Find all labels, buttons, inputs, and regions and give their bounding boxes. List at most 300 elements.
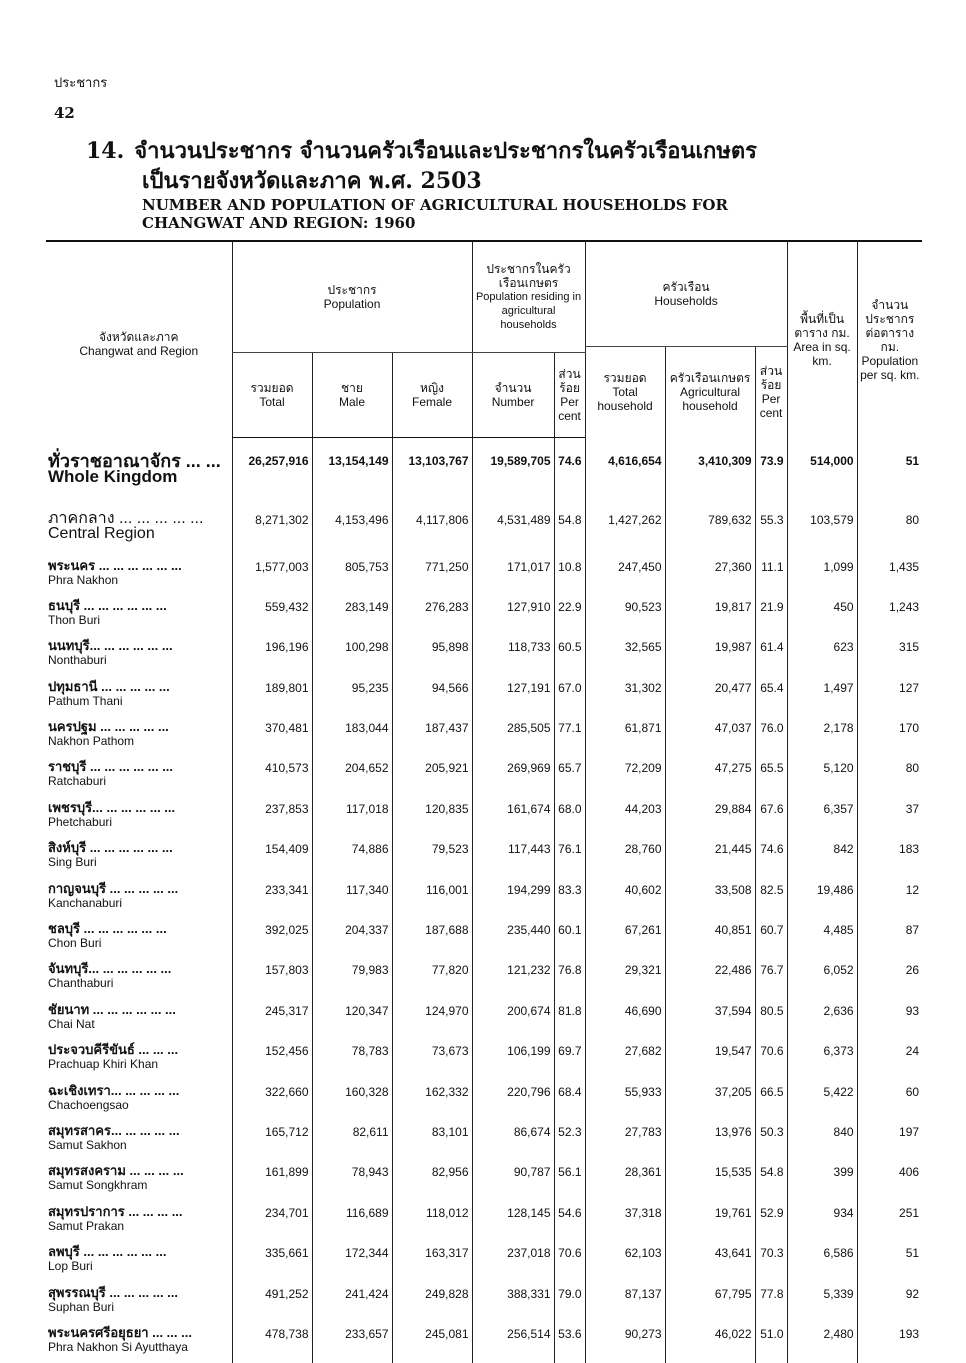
cell-area: 5,339 [787, 1283, 857, 1323]
cell-hh-total: 247,450 [585, 556, 665, 596]
cell-hh-pct: 55.3 [755, 509, 787, 556]
cell-agri-pop: 200,674 [472, 1000, 554, 1040]
cell-agri-pct: 69.7 [554, 1040, 585, 1080]
table-row [46, 1121, 922, 1161]
cell-hh-total: 32,565 [585, 636, 665, 676]
cell-total: 322,660 [232, 1081, 312, 1121]
cell-male: 204,337 [312, 919, 392, 959]
cell-hh-agri: 67,795 [665, 1283, 755, 1323]
cell-agri-pop: 194,299 [472, 879, 554, 919]
changwat-name-english: Central Region [48, 526, 228, 541]
changwat-name-english: Whole Kingdom [48, 469, 228, 484]
cell-total: 478,738 [232, 1323, 312, 1363]
cell-agri-pct: 10.8 [554, 556, 585, 596]
cell-hh-agri: 21,445 [665, 838, 755, 878]
cell-male: 120,347 [312, 1000, 392, 1040]
changwat-name-thai: ประจวบคีรีขันธ์ ... ... ... [48, 1042, 228, 1057]
changwat-name-thai: สมุทรสาคร... ... ... ... ... [48, 1123, 228, 1138]
table-row [46, 636, 922, 676]
header-female: หญิง Female [392, 353, 472, 438]
cell-total: 233,341 [232, 879, 312, 919]
cell-density: 251 [857, 1202, 922, 1242]
header-number: จำนวน Number [472, 353, 554, 438]
cell-agri-pop: 220,796 [472, 1081, 554, 1121]
cell-agri-pct: 81.8 [554, 1000, 585, 1040]
cell-agri-pop: 171,017 [472, 556, 554, 596]
cell-hh-total: 28,760 [585, 838, 665, 878]
cell-hh-pct: 54.8 [755, 1161, 787, 1201]
table-row [46, 1000, 922, 1040]
cell-hh-total: 27,783 [585, 1121, 665, 1161]
cell-area: 103,579 [787, 509, 857, 556]
cell-density: 26 [857, 959, 922, 999]
cell-female: 94,566 [392, 677, 472, 717]
table-row [46, 677, 922, 717]
table-row [46, 879, 922, 919]
cell-total: 189,801 [232, 677, 312, 717]
changwat-name-thai: สุพรรณบุรี ... ... ... ... ... [48, 1285, 228, 1300]
cell-agri-pop: 285,505 [472, 717, 554, 757]
changwat-name-english: Samut Prakan [48, 1219, 228, 1234]
cell-hh-agri: 3,410,309 [665, 438, 755, 509]
cell-hh-agri: 37,205 [665, 1081, 755, 1121]
cell-hh-agri: 47,275 [665, 757, 755, 797]
table-row [46, 1040, 922, 1080]
changwat-name-english: Pathum Thani [48, 694, 228, 709]
cell-area: 842 [787, 838, 857, 878]
cell-hh-total: 46,690 [585, 1000, 665, 1040]
cell-male: 204,652 [312, 757, 392, 797]
header-agri-population: ประชากรในครัวเรือนเกษตร Population residing in agricultural households [472, 241, 585, 353]
row-label [46, 1161, 232, 1201]
cell-area: 6,052 [787, 959, 857, 999]
cell-density: 80 [857, 509, 922, 556]
table-row [46, 717, 922, 757]
cell-hh-total: 72,209 [585, 757, 665, 797]
cell-hh-agri: 13,976 [665, 1121, 755, 1161]
table-body [46, 438, 922, 1363]
changwat-name-english: Chanthaburi [48, 976, 228, 991]
row-label [46, 1000, 232, 1040]
cell-density: 127 [857, 677, 922, 717]
changwat-name-thai: นนทบุรี... ... ... ... ... ... [48, 638, 228, 653]
table-row [46, 757, 922, 797]
cell-hh-agri: 37,594 [665, 1000, 755, 1040]
cell-area: 623 [787, 636, 857, 676]
cell-density: 93 [857, 1000, 922, 1040]
cell-hh-pct: 82.5 [755, 879, 787, 919]
row-label [46, 636, 232, 676]
row-label [46, 879, 232, 919]
changwat-name-english: Chon Buri [48, 936, 228, 951]
cell-density: 193 [857, 1323, 922, 1363]
cell-hh-pct: 76.7 [755, 959, 787, 999]
table-row [46, 1081, 922, 1121]
cell-area: 2,178 [787, 717, 857, 757]
cell-area: 6,357 [787, 798, 857, 838]
row-label [46, 1202, 232, 1242]
table-row [46, 1161, 922, 1201]
table-row [46, 1283, 922, 1323]
cell-area: 1,497 [787, 677, 857, 717]
cell-female: 73,673 [392, 1040, 472, 1080]
changwat-name-thai: นครปฐม ... ... ... ... ... [48, 719, 228, 734]
cell-female: 118,012 [392, 1202, 472, 1242]
cell-female: 116,001 [392, 879, 472, 919]
cell-hh-pct: 61.4 [755, 636, 787, 676]
cell-hh-total: 27,682 [585, 1040, 665, 1080]
row-label [46, 509, 232, 556]
table-row [46, 959, 922, 999]
page-number: 42 [54, 104, 75, 122]
changwat-name-english: Chai Nat [48, 1017, 228, 1032]
header-changwat-region: จังหวัดและภาค Changwat and Region [46, 241, 232, 438]
table-row [46, 919, 922, 959]
cell-male: 78,783 [312, 1040, 392, 1080]
cell-hh-pct: 80.5 [755, 1000, 787, 1040]
cell-total: 335,661 [232, 1242, 312, 1282]
row-label [46, 1081, 232, 1121]
cell-hh-pct: 60.7 [755, 919, 787, 959]
header-household-percent: ส่วนร้อย Per cent [755, 347, 787, 438]
cell-agri-pct: 67.0 [554, 677, 585, 717]
cell-area: 4,485 [787, 919, 857, 959]
cell-female: 162,332 [392, 1081, 472, 1121]
cell-density: 51 [857, 1242, 922, 1282]
changwat-name-thai: กาญจนบุรี ... ... ... ... ... [48, 881, 228, 896]
cell-area: 19,486 [787, 879, 857, 919]
row-label [46, 757, 232, 797]
cell-male: 172,344 [312, 1242, 392, 1282]
cell-hh-pct: 76.0 [755, 717, 787, 757]
cell-agri-pct: 60.1 [554, 919, 585, 959]
cell-area: 6,373 [787, 1040, 857, 1080]
cell-hh-pct: 74.6 [755, 838, 787, 878]
row-label [46, 919, 232, 959]
cell-area: 934 [787, 1202, 857, 1242]
cell-density: 406 [857, 1161, 922, 1201]
row-label [46, 1283, 232, 1323]
cell-area: 450 [787, 596, 857, 636]
cell-area: 2,480 [787, 1323, 857, 1363]
header-agri-household: ครัวเรือนเกษตร Agricultural household [665, 347, 755, 438]
cell-agri-pop: 161,674 [472, 798, 554, 838]
cell-hh-total: 87,137 [585, 1283, 665, 1323]
changwat-name-thai: ธนบุรี ... ... ... ... ... ... [48, 598, 228, 613]
cell-agri-pct: 68.0 [554, 798, 585, 838]
cell-density: 80 [857, 757, 922, 797]
cell-hh-pct: 11.1 [755, 556, 787, 596]
table-row [46, 556, 922, 596]
row-label [46, 596, 232, 636]
cell-agri-pop: 388,331 [472, 1283, 554, 1323]
cell-agri-pop: 256,514 [472, 1323, 554, 1363]
cell-hh-pct: 51.0 [755, 1323, 787, 1363]
changwat-name-thai: จันทบุรี... ... ... ... ... ... [48, 961, 228, 976]
cell-agri-pct: 68.4 [554, 1081, 585, 1121]
cell-total: 410,573 [232, 757, 312, 797]
cell-hh-agri: 15,535 [665, 1161, 755, 1201]
changwat-name-thai: ชลบุรี ... ... ... ... ... ... [48, 921, 228, 936]
cell-hh-pct: 66.5 [755, 1081, 787, 1121]
cell-hh-pct: 70.3 [755, 1242, 787, 1282]
cell-agri-pct: 52.3 [554, 1121, 585, 1161]
cell-agri-pct: 77.1 [554, 717, 585, 757]
cell-agri-pop: 269,969 [472, 757, 554, 797]
cell-female: 13,103,767 [392, 438, 472, 509]
statistics-table [46, 240, 922, 1363]
cell-agri-pop: 118,733 [472, 636, 554, 676]
cell-agri-pop: 127,191 [472, 677, 554, 717]
running-title: ประชากร [54, 72, 107, 93]
cell-hh-agri: 22,486 [665, 959, 755, 999]
header-agri-percent: ส่วนร้อย Per cent [554, 353, 585, 438]
cell-hh-agri: 20,477 [665, 677, 755, 717]
cell-hh-total: 1,427,262 [585, 509, 665, 556]
cell-male: 100,298 [312, 636, 392, 676]
cell-density: 12 [857, 879, 922, 919]
cell-hh-pct: 65.4 [755, 677, 787, 717]
cell-total: 370,481 [232, 717, 312, 757]
cell-male: 95,235 [312, 677, 392, 717]
cell-hh-agri: 33,508 [665, 879, 755, 919]
cell-male: 283,149 [312, 596, 392, 636]
cell-male: 117,018 [312, 798, 392, 838]
cell-female: 83,101 [392, 1121, 472, 1161]
cell-agri-pop: 106,199 [472, 1040, 554, 1080]
cell-female: 245,081 [392, 1323, 472, 1363]
changwat-name-english: Samut Songkhram [48, 1178, 228, 1193]
cell-total: 8,271,302 [232, 509, 312, 556]
cell-female: 82,956 [392, 1161, 472, 1201]
cell-hh-total: 31,302 [585, 677, 665, 717]
cell-hh-agri: 43,641 [665, 1242, 755, 1282]
cell-area: 514,000 [787, 438, 857, 509]
cell-agri-pct: 56.1 [554, 1161, 585, 1201]
table-row [46, 838, 922, 878]
cell-hh-agri: 19,547 [665, 1040, 755, 1080]
cell-density: 24 [857, 1040, 922, 1080]
cell-male: 117,340 [312, 879, 392, 919]
cell-male: 74,886 [312, 838, 392, 878]
row-label [46, 838, 232, 878]
cell-male: 183,044 [312, 717, 392, 757]
cell-hh-total: 61,871 [585, 717, 665, 757]
cell-female: 771,250 [392, 556, 472, 596]
cell-total: 234,701 [232, 1202, 312, 1242]
cell-male: 79,983 [312, 959, 392, 999]
changwat-name-english: Sing Buri [48, 855, 228, 870]
cell-agri-pop: 127,910 [472, 596, 554, 636]
cell-female: 187,688 [392, 919, 472, 959]
cell-hh-pct: 70.6 [755, 1040, 787, 1080]
cell-male: 13,154,149 [312, 438, 392, 509]
cell-agri-pop: 235,440 [472, 919, 554, 959]
cell-hh-pct: 73.9 [755, 438, 787, 509]
table-row [46, 1202, 922, 1242]
cell-hh-pct: 65.5 [755, 757, 787, 797]
cell-agri-pct: 70.6 [554, 1242, 585, 1282]
cell-agri-pct: 60.5 [554, 636, 585, 676]
cell-hh-total: 40,602 [585, 879, 665, 919]
changwat-name-thai: ราชบุรี ... ... ... ... ... ... [48, 759, 228, 774]
cell-hh-total: 90,273 [585, 1323, 665, 1363]
cell-area: 399 [787, 1161, 857, 1201]
cell-hh-pct: 52.9 [755, 1202, 787, 1242]
cell-density: 87 [857, 919, 922, 959]
cell-hh-agri: 40,851 [665, 919, 755, 959]
cell-area: 2,636 [787, 1000, 857, 1040]
cell-hh-total: 29,321 [585, 959, 665, 999]
cell-density: 1,243 [857, 596, 922, 636]
table-number: 14. [86, 138, 124, 164]
cell-male: 805,753 [312, 556, 392, 596]
cell-male: 160,328 [312, 1081, 392, 1121]
changwat-name-thai: เพชรบุรี... ... ... ... ... ... [48, 800, 228, 815]
header-area: พื้นที่เป็นตาราง กม. Area in sq. km. [787, 241, 857, 438]
cell-female: 95,898 [392, 636, 472, 676]
changwat-name-thai: ฉะเชิงเทรา... ... ... ... ... [48, 1083, 228, 1098]
cell-agri-pop: 237,018 [472, 1242, 554, 1282]
changwat-name-english: Thon Buri [48, 613, 228, 628]
cell-female: 205,921 [392, 757, 472, 797]
cell-male: 116,689 [312, 1202, 392, 1242]
cell-agri-pct: 53.6 [554, 1323, 585, 1363]
cell-area: 6,586 [787, 1242, 857, 1282]
cell-hh-total: 55,933 [585, 1081, 665, 1121]
cell-area: 5,422 [787, 1081, 857, 1121]
cell-female: 124,970 [392, 1000, 472, 1040]
table-row [46, 596, 922, 636]
cell-hh-total: 62,103 [585, 1242, 665, 1282]
row-label [46, 677, 232, 717]
table-row [46, 509, 922, 556]
header-households: ครัวเรือน Households [585, 241, 787, 347]
row-label [46, 959, 232, 999]
cell-density: 315 [857, 636, 922, 676]
cell-agri-pct: 83.3 [554, 879, 585, 919]
cell-male: 78,943 [312, 1161, 392, 1201]
cell-hh-total: 4,616,654 [585, 438, 665, 509]
row-label [46, 1323, 232, 1363]
cell-hh-agri: 29,884 [665, 798, 755, 838]
changwat-name-thai: ทั่วราชอาณาจักร ... ... [48, 454, 228, 469]
row-label [46, 798, 232, 838]
row-label [46, 556, 232, 596]
changwat-name-thai: สมุทรปราการ ... ... ... ... [48, 1204, 228, 1219]
cell-hh-agri: 19,987 [665, 636, 755, 676]
title-english-line-1: NUMBER AND POPULATION OF AGRICULTURAL HOUSEHOLDS FOR [142, 196, 926, 214]
cell-agri-pct: 79.0 [554, 1283, 585, 1323]
cell-male: 4,153,496 [312, 509, 392, 556]
table-header [46, 241, 922, 438]
header-male: ชาย Male [312, 353, 392, 438]
cell-density: 37 [857, 798, 922, 838]
cell-density: 1,435 [857, 556, 922, 596]
changwat-name-thai: สิงห์บุรี ... ... ... ... ... ... [48, 840, 228, 855]
cell-total: 161,899 [232, 1161, 312, 1201]
cell-agri-pop: 19,589,705 [472, 438, 554, 509]
cell-total: 245,317 [232, 1000, 312, 1040]
changwat-name-english: Kanchanaburi [48, 896, 228, 911]
cell-agri-pct: 65.7 [554, 757, 585, 797]
row-label [46, 1242, 232, 1282]
changwat-name-english: Lop Buri [48, 1259, 228, 1274]
cell-agri-pct: 54.8 [554, 509, 585, 556]
cell-density: 60 [857, 1081, 922, 1121]
cell-hh-total: 44,203 [585, 798, 665, 838]
cell-total: 165,712 [232, 1121, 312, 1161]
cell-density: 51 [857, 438, 922, 509]
cell-total: 1,577,003 [232, 556, 312, 596]
row-label [46, 717, 232, 757]
changwat-name-english: Prachuap Khiri Khan [48, 1057, 228, 1072]
cell-female: 187,437 [392, 717, 472, 757]
changwat-name-thai: ภาคกลาง ... ... ... ... ... [48, 511, 228, 526]
cell-total: 392,025 [232, 919, 312, 959]
cell-agri-pct: 22.9 [554, 596, 585, 636]
cell-female: 163,317 [392, 1242, 472, 1282]
changwat-name-thai: ลพบุรี ... ... ... ... ... ... [48, 1244, 228, 1259]
table-title [86, 136, 926, 232]
cell-total: 152,456 [232, 1040, 312, 1080]
cell-hh-pct: 67.6 [755, 798, 787, 838]
title-english-line-2: CHANGWAT AND REGION: 1960 [142, 214, 926, 232]
row-label [46, 1121, 232, 1161]
changwat-name-english: Phetchaburi [48, 815, 228, 830]
cell-hh-agri: 789,632 [665, 509, 755, 556]
title-thai-line-1: จำนวนประชากร จำนวนครัวเรือนและประชากรในครัวเรือนเกษตร [134, 138, 757, 164]
cell-density: 197 [857, 1121, 922, 1161]
cell-agri-pct: 54.6 [554, 1202, 585, 1242]
cell-agri-pop: 86,674 [472, 1121, 554, 1161]
cell-hh-agri: 47,037 [665, 717, 755, 757]
changwat-name-english: Samut Sakhon [48, 1138, 228, 1153]
cell-hh-agri: 19,817 [665, 596, 755, 636]
cell-area: 5,120 [787, 757, 857, 797]
table-row [46, 1242, 922, 1282]
header-total: รวมยอด Total [232, 353, 312, 438]
cell-total: 559,432 [232, 596, 312, 636]
cell-hh-total: 67,261 [585, 919, 665, 959]
cell-total: 157,803 [232, 959, 312, 999]
cell-female: 77,820 [392, 959, 472, 999]
row-label [46, 438, 232, 509]
changwat-name-english: Nakhon Pathom [48, 734, 228, 749]
cell-density: 92 [857, 1283, 922, 1323]
changwat-name-thai: ชัยนาท ... ... ... ... ... ... [48, 1002, 228, 1017]
cell-agri-pop: 117,443 [472, 838, 554, 878]
changwat-name-english: Suphan Buri [48, 1300, 228, 1315]
cell-total: 26,257,916 [232, 438, 312, 509]
cell-hh-pct: 21.9 [755, 596, 787, 636]
table-row [46, 798, 922, 838]
cell-hh-agri: 19,761 [665, 1202, 755, 1242]
changwat-name-thai: ปทุมธานี ... ... ... ... ... [48, 679, 228, 694]
changwat-name-thai: พระนคร ... ... ... ... ... ... [48, 558, 228, 573]
changwat-name-thai: พระนครศรีอยุธยา ... ... ... [48, 1325, 228, 1340]
cell-male: 241,424 [312, 1283, 392, 1323]
cell-male: 82,611 [312, 1121, 392, 1161]
cell-density: 183 [857, 838, 922, 878]
cell-agri-pct: 74.6 [554, 438, 585, 509]
changwat-name-english: Nonthaburi [48, 653, 228, 668]
cell-agri-pop: 90,787 [472, 1161, 554, 1201]
header-total-household: รวมยอด Total household [585, 347, 665, 438]
cell-hh-agri: 46,022 [665, 1323, 755, 1363]
table-row [46, 438, 922, 509]
title-thai-line-2: เป็นรายจังหวัดและภาค พ.ศ. 2503 [142, 166, 926, 196]
